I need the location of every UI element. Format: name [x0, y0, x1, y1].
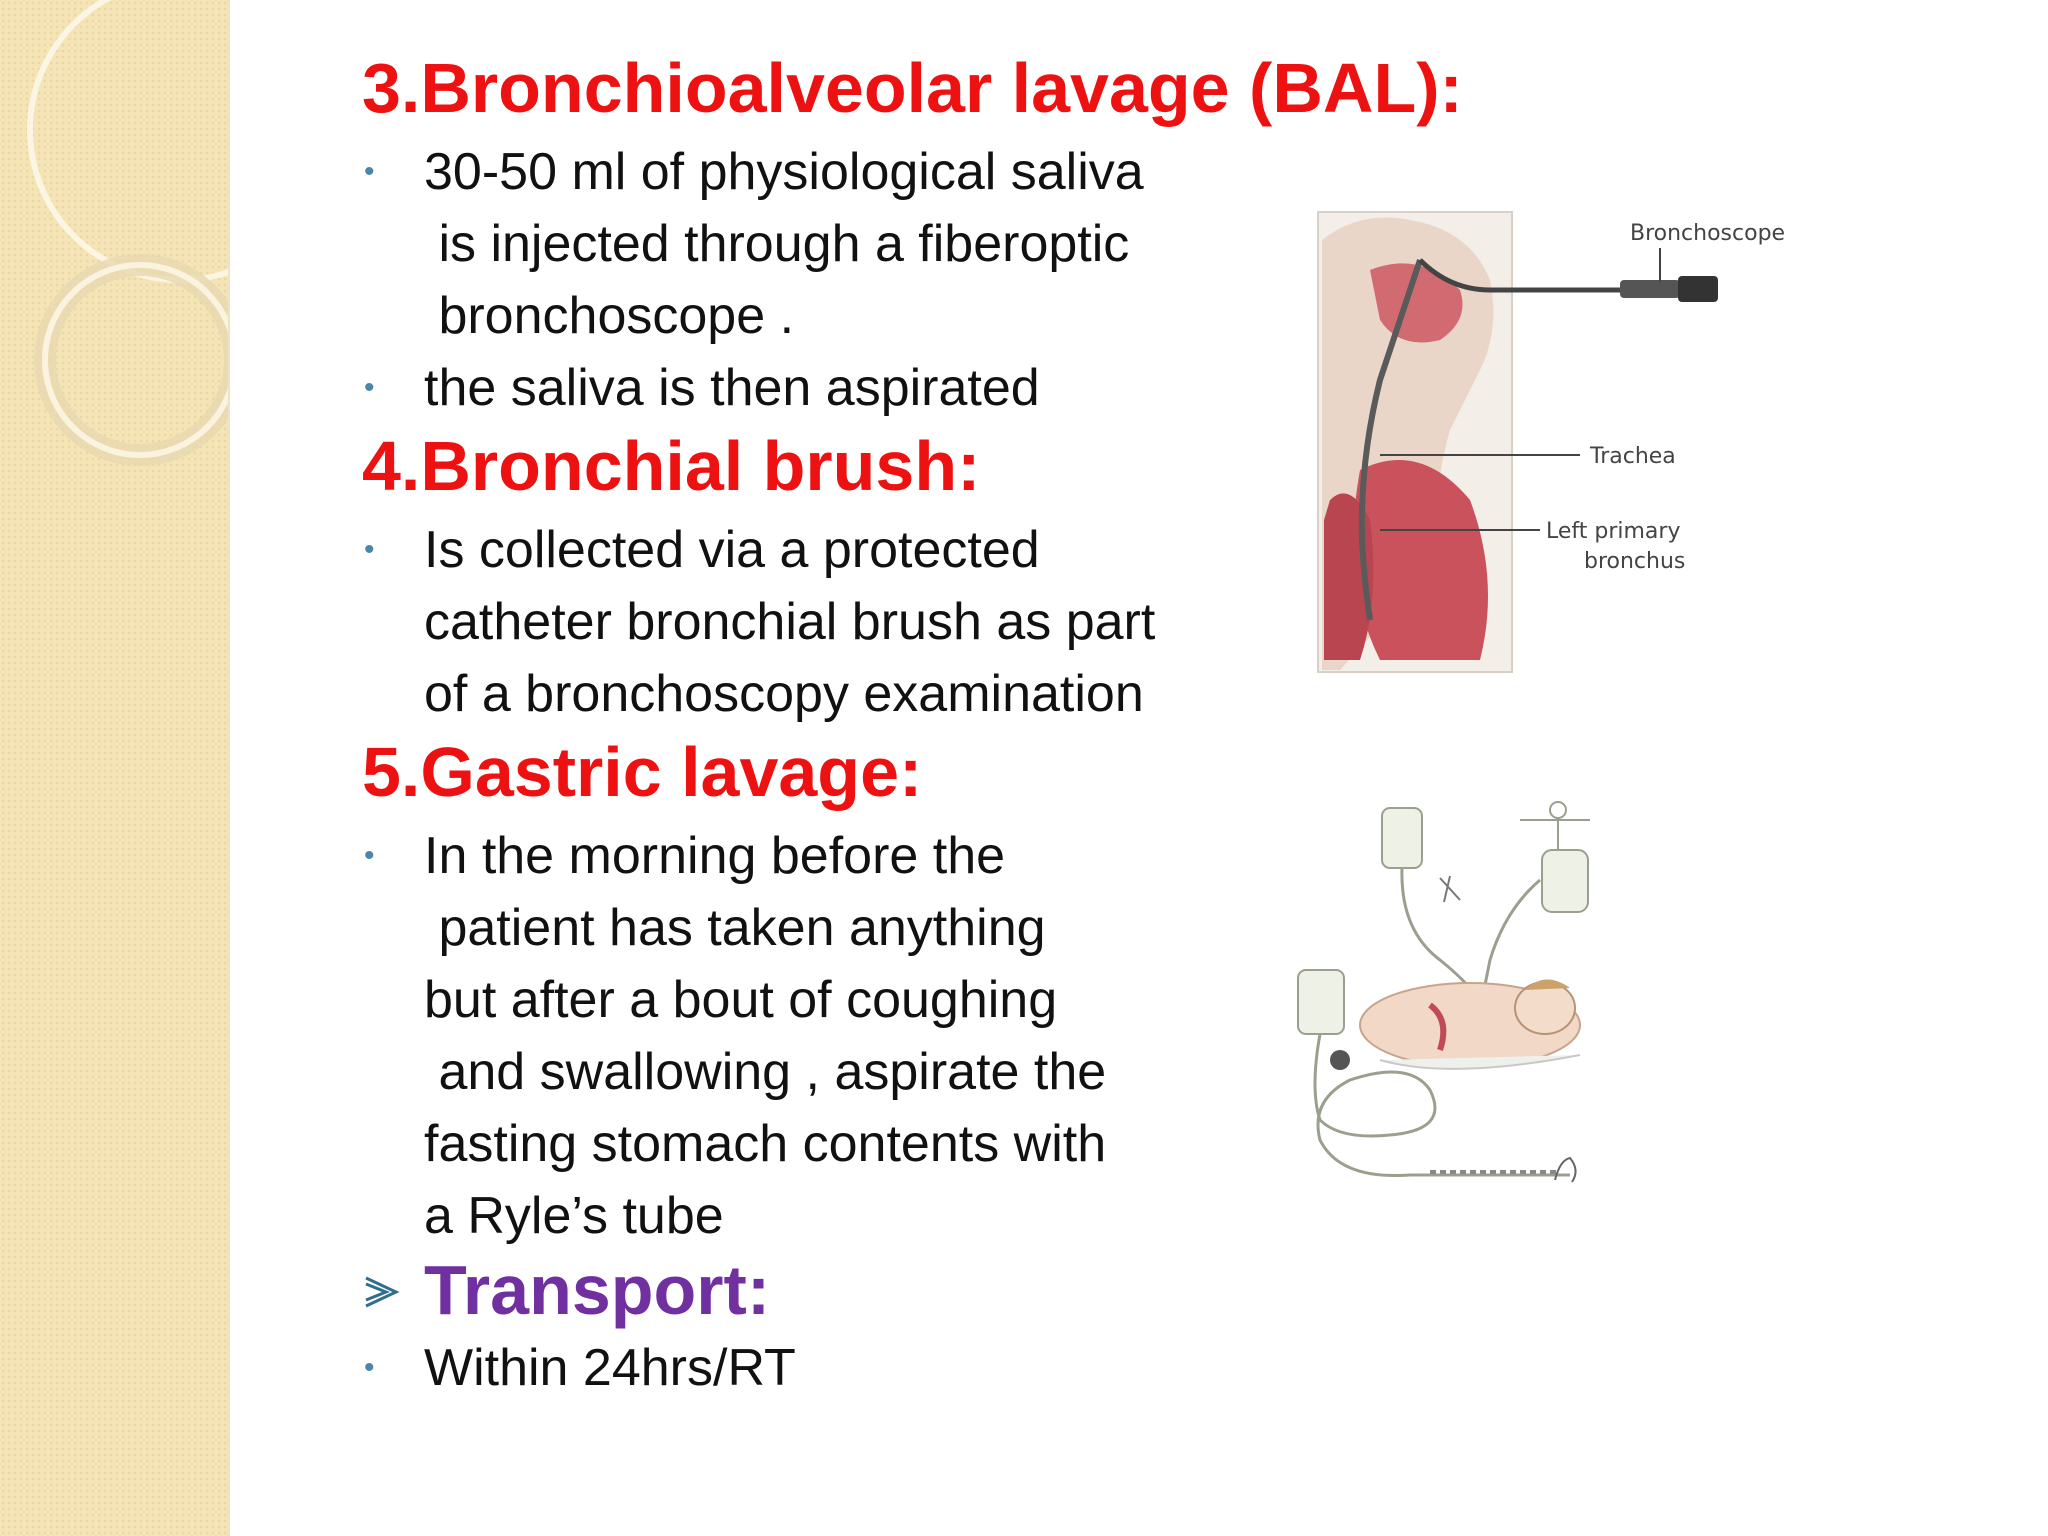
brush-line-3: of a bronchoscopy examination — [424, 665, 1144, 723]
bullet-dot: • — [364, 839, 375, 872]
bal-line-2: is injected through a fiberoptic — [424, 215, 1130, 273]
bronchoscope-illustration — [1300, 200, 1800, 690]
bullet-dot: • — [364, 155, 375, 188]
bullet-dot: • — [364, 1351, 375, 1384]
heading-bronchial-brush: 4.Bronchial brush: — [362, 427, 981, 505]
gastric-lavage-illustration — [1290, 790, 1630, 1230]
brush-line-1: Is collected via a protected — [424, 521, 1040, 579]
gastric-line-6: a Ryle’s tube — [424, 1187, 724, 1245]
label-left-primary: Left primary — [1546, 519, 1681, 544]
heading-transport: Transport: — [424, 1251, 771, 1329]
gastric-line-2: patient has taken anything — [424, 899, 1046, 957]
heading-bal: 3.Bronchioalveolar lavage (BAL): — [362, 49, 1463, 127]
bullet-dot: • — [364, 533, 375, 566]
bal-line-4: the saliva is then aspirated — [424, 359, 1040, 417]
label-bronchus: bronchus — [1584, 549, 1686, 574]
transport-line-1: Within 24hrs/RT — [424, 1339, 796, 1397]
gastric-line-3: but after a bout of coughing — [424, 971, 1058, 1029]
heading-gastric-lavage: 5.Gastric lavage: — [362, 733, 923, 811]
bal-line-1: 30-50 ml of physiological saliva — [424, 143, 1144, 201]
label-trachea: Trachea — [1590, 444, 1676, 469]
gastric-line-5: fasting stomach contents with — [424, 1115, 1107, 1173]
bal-line-3: bronchoscope . — [424, 287, 795, 345]
gastric-line-1: In the morning before the — [424, 827, 1006, 885]
arrow-bullet-icon — [362, 1272, 402, 1312]
gastric-line-4: and swallowing , aspirate the — [424, 1043, 1107, 1101]
label-bronchoscope: Bronchoscope — [1630, 221, 1786, 246]
bullet-dot: • — [364, 371, 375, 404]
brush-line-2: catheter bronchial brush as part — [424, 593, 1156, 651]
